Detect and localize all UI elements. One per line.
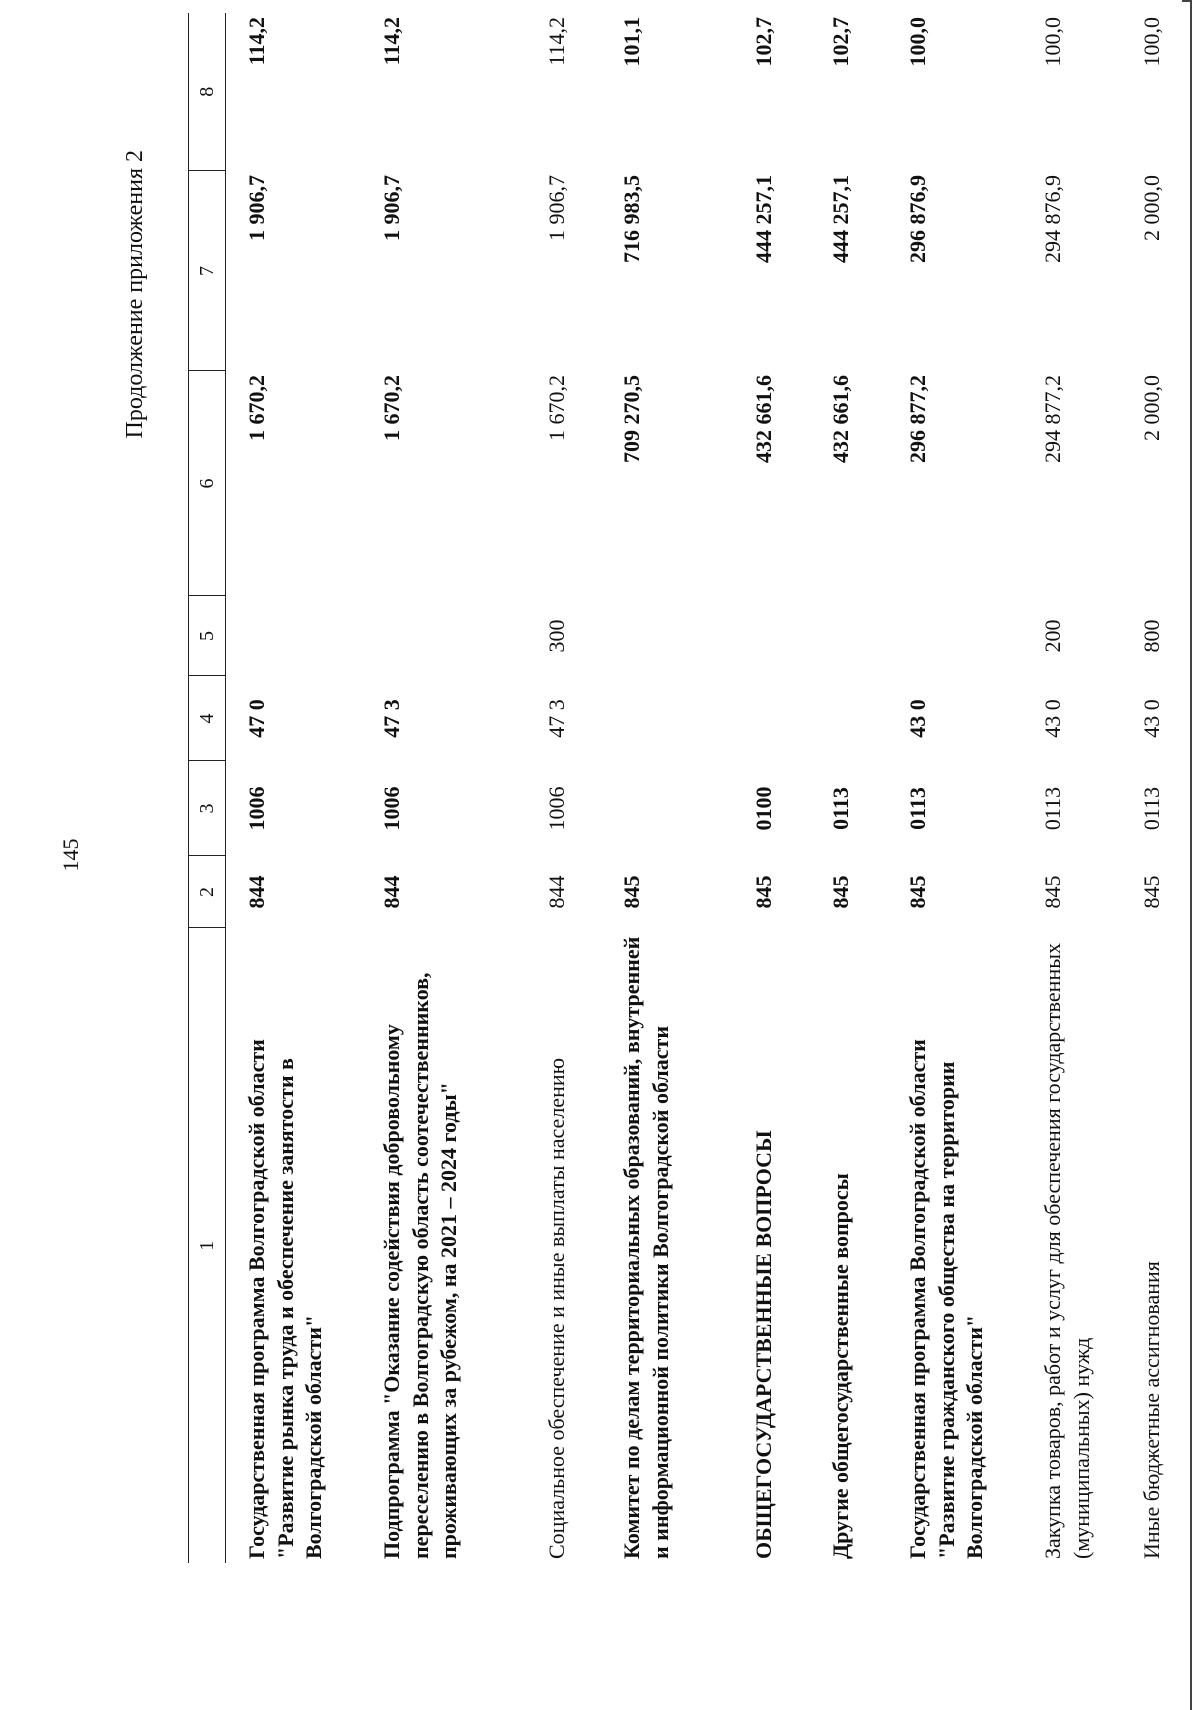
cell-planned: 709 270,5 — [619, 375, 644, 463]
row-name: Государственная программа Волгоградской области "Развитие гражданского общества на территории Волгоградской области" — [905, 1039, 988, 1559]
row-name: Подпрограмма "Оказание содействия добровольному переселению в Волгоградскую область соотечественников, проживающих за рубежом, на 2021 – 2024 годы" — [379, 972, 462, 1559]
cell-percent: 102,7 — [828, 17, 853, 67]
cell-expense-type — [361, 596, 526, 676]
cell-expense-type: 800 — [1139, 619, 1164, 653]
cell-target: 47 0 — [244, 699, 269, 738]
column-header: 2 — [189, 856, 226, 928]
cell-planned: 1 670,2 — [244, 375, 269, 441]
cell-section: 0113 — [828, 787, 853, 830]
appendix-caption: Продолжение приложения 2 — [122, 150, 148, 439]
column-header: 7 — [189, 171, 226, 371]
row-name: ОБЩЕГОСУДАРСТВЕННЫЕ ВОПРОСЫ — [751, 1130, 776, 1559]
cell-target — [733, 676, 810, 761]
cell-percent: 102,7 — [751, 17, 776, 67]
row-name: Государственная программа Волгоградской области "Развитие рынка труда и обеспечение занятости в Волгоградской области" — [244, 1039, 327, 1559]
cell-percent: 114,2 — [244, 17, 269, 66]
column-header: 1 — [189, 928, 226, 1563]
row-name: Другие общегосударственные вопросы — [828, 1173, 853, 1559]
cell-planned: 296 877,2 — [905, 375, 930, 463]
cell-expense-type: 200 — [1040, 619, 1065, 653]
cell-percent: 114,2 — [379, 17, 404, 66]
cell-section: 1006 — [244, 786, 269, 831]
cell-target — [601, 676, 733, 761]
table-row — [226, 13, 362, 1563]
row-name: Комитет по делам территориальных образований, внутренней и информационной политики Волгоградской области — [619, 936, 673, 1559]
cell-section: 0113 — [905, 787, 930, 830]
cell-expense-type — [226, 596, 362, 676]
cell-actual: 716 983,5 — [619, 175, 644, 263]
table-row — [601, 13, 733, 1563]
cell-ministry: 844 — [544, 875, 569, 909]
cell-percent: 100,0 — [1139, 17, 1164, 67]
cell-ministry: 845 — [619, 875, 644, 909]
cell-actual: 2 000,0 — [1139, 175, 1164, 241]
cell-section: 1006 — [379, 786, 404, 831]
cell-ministry: 845 — [1139, 875, 1164, 909]
cell-planned: 294 877,2 — [1040, 375, 1065, 463]
table-row — [810, 13, 887, 1563]
cell-planned: 1 670,2 — [544, 375, 569, 441]
cell-actual: 1 906,7 — [544, 175, 569, 241]
cell-actual: 1 906,7 — [379, 175, 404, 241]
cell-percent: 101,1 — [619, 17, 644, 67]
cell-ministry: 845 — [751, 875, 776, 909]
cell-ministry: 844 — [379, 875, 404, 909]
cell-section: 0113 — [1040, 786, 1065, 831]
cell-target: 47 3 — [379, 699, 404, 738]
cell-expense-type — [887, 596, 1022, 676]
table-row — [1022, 13, 1121, 1563]
cell-planned: 432 661,6 — [828, 375, 853, 463]
column-header: 4 — [189, 676, 226, 761]
cell-ministry: 845 — [1040, 875, 1065, 909]
cell-expense-type: 300 — [544, 619, 569, 653]
row-name: Иные бюджетные ассигнования — [1139, 1261, 1164, 1559]
cell-section: 0100 — [751, 786, 776, 831]
cell-actual: 444 257,1 — [828, 175, 853, 263]
table-header-row — [189, 13, 226, 1563]
cell-percent: 100,0 — [1040, 17, 1065, 67]
cell-target: 43 0 — [1040, 699, 1065, 738]
column-header: 8 — [189, 13, 226, 171]
budget-table — [188, 13, 1198, 1563]
row-name: Социальное обеспечение и иные выплаты населению — [544, 1057, 569, 1559]
cell-target: 43 0 — [905, 699, 930, 738]
cell-target: 47 3 — [544, 699, 569, 738]
cell-actual: 444 257,1 — [751, 175, 776, 263]
table-row — [887, 13, 1022, 1563]
column-header: 6 — [189, 371, 226, 596]
table-row — [361, 13, 526, 1563]
cell-expense-type — [810, 596, 887, 676]
table-row — [526, 13, 601, 1563]
cell-planned: 432 661,6 — [751, 375, 776, 463]
cell-section: 0113 — [1139, 786, 1164, 831]
cell-percent: 100,0 — [905, 17, 930, 67]
table-row — [1121, 13, 1198, 1563]
table-row — [733, 13, 810, 1563]
cell-target — [810, 676, 887, 761]
cell-target: 43 0 — [1139, 699, 1164, 738]
cell-ministry: 845 — [905, 875, 930, 909]
column-header: 5 — [189, 596, 226, 676]
column-header: 3 — [189, 761, 226, 856]
cell-ministry: 844 — [244, 875, 269, 909]
row-name: Закупка товаров, работ и услуг для обеспечения государственных (муниципальных) нужд — [1040, 942, 1094, 1559]
cell-percent: 114,2 — [544, 17, 569, 66]
cell-expense-type — [601, 596, 733, 676]
cell-planned: 2 000,0 — [1139, 375, 1164, 441]
cell-section — [601, 761, 733, 856]
cell-expense-type — [733, 596, 810, 676]
cell-actual: 1 906,7 — [244, 175, 269, 241]
cell-section: 1006 — [544, 786, 569, 831]
cell-planned: 1 670,2 — [379, 375, 404, 441]
page-number: 145 — [58, 838, 83, 872]
cell-actual: 296 876,9 — [905, 175, 930, 263]
cell-actual: 294 876,9 — [1040, 175, 1065, 263]
cell-ministry: 845 — [828, 875, 853, 909]
